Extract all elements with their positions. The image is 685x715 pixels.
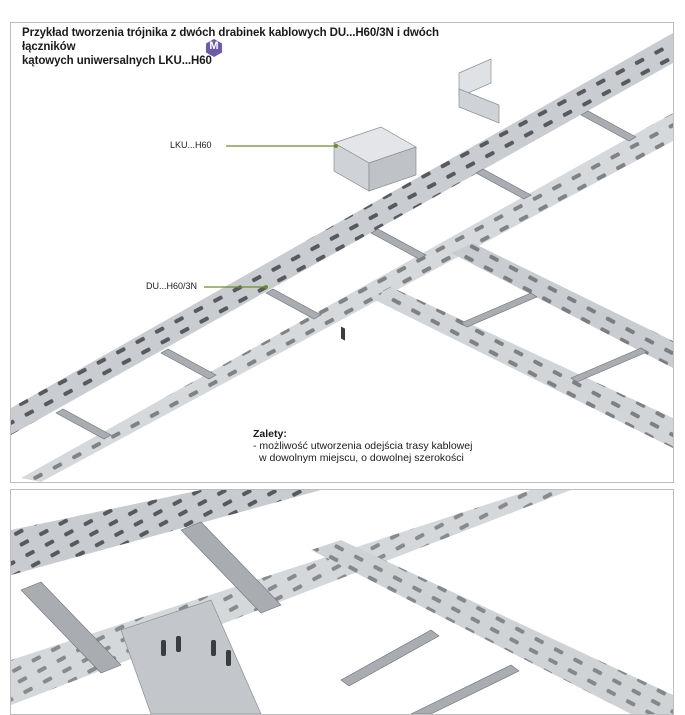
label-connector: LKU...H60	[170, 140, 212, 150]
straight-connector-part	[459, 59, 499, 123]
title-line-2: kątowych uniwersalnych LKU...H60	[22, 55, 212, 67]
advantages-box	[253, 428, 513, 464]
top-illustration-panel	[10, 22, 674, 483]
advantages-line-2: w dowolnym miejscu, o dowolnej szerokości	[259, 452, 464, 464]
advantages-heading: Zalety:	[253, 428, 287, 440]
advantages-line-1: - możliwość utworzenia odejścia trasy kablowej	[253, 440, 473, 452]
title-line-1: Przykład tworzenia trójnika z dwóch drabinek kablowych DU...H60/3N i dwóch łączników	[22, 27, 439, 53]
label-ladder: DU...H60/3N	[146, 281, 198, 291]
page-title	[22, 26, 492, 68]
cable-ladder-tee-drawing	[11, 23, 673, 482]
junction-detail-drawing	[11, 490, 673, 714]
detail-closeup-panel	[10, 489, 674, 715]
badge-letter: M	[209, 40, 219, 52]
